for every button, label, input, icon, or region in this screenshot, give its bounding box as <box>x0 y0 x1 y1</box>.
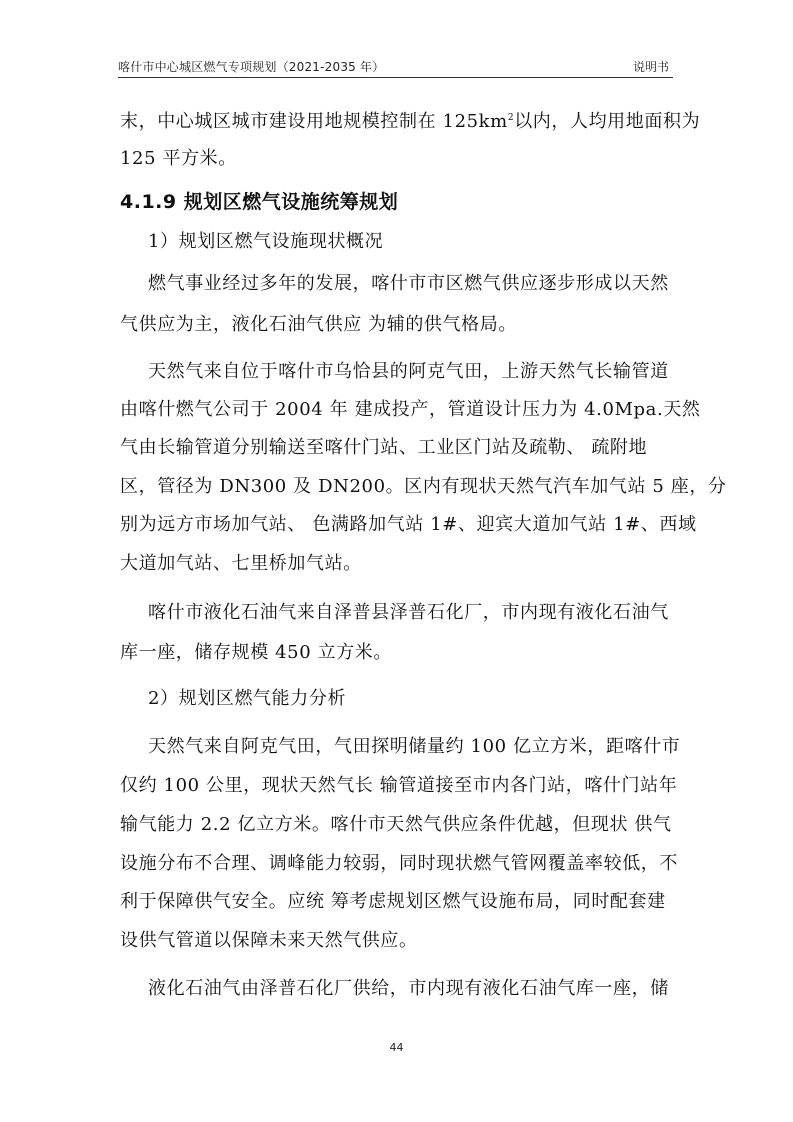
text-line: 别为远方市场加气站、 色满路加气站 1#、迎宾大道加气站 1#、西域 <box>120 514 697 535</box>
text-line: 喀什市液化石油气来自泽普县泽普石化厂，市内现有液化石油气 <box>148 602 669 623</box>
document-title: 喀什市中心城区燃气专项规划（2021-2035 年） <box>118 60 385 74</box>
text-line: 设施分布不合理、调峰能力较弱，同时现状燃气管网覆盖率较低，不 <box>120 853 678 874</box>
text-line: 利于保障供气安全。应统 筹考虑规划区燃气设施布局，同时配套建 <box>120 891 666 912</box>
header-divider <box>118 77 673 78</box>
text-line: 库一座，储存规模 450 立方米。 <box>120 642 392 663</box>
subsection-heading: 1）规划区燃气设施现状概况 <box>148 231 384 252</box>
text-line: 天然气来自位于喀什市乌恰县的阿克气田，上游天然气长输管道 <box>148 361 669 382</box>
page-header <box>118 58 673 76</box>
superscript: 2 <box>507 113 515 123</box>
text-line: 气供应为主，液化石油气供应 为辅的供气格局。 <box>120 314 517 335</box>
text-line: 液化石油气由泽普石化厂供给，市内现有液化石油气库一座，储 <box>148 978 669 999</box>
text-line: 仅约 100 公里，现状天然气长 输管道接至市内各门站，喀什门站年 <box>120 775 678 796</box>
section-heading: 4.1.9 规划区燃气设施统筹规划 <box>120 191 399 213</box>
subsection-heading: 2）规划区燃气能力分析 <box>148 688 347 709</box>
text-line: 区，管径为 DN300 及 DN200。区内有现状天然气汽车加气站 5 座，分 <box>120 476 727 497</box>
text-line: 燃气事业经过多年的发展，喀什市市区燃气供应逐步形成以天然 <box>148 273 669 294</box>
text-line: 末，中心城区城市建设用地规模控制在 $125km^2$以内，人均用地面积为 <box>120 111 701 132</box>
page-number: 44 <box>389 1041 404 1054</box>
text-line: 天然气来自阿克气田，气田探明储量约 100 亿立方米，距喀什市 <box>148 736 681 757</box>
text-line: 125 平方米。 <box>120 148 237 169</box>
document-type: 说明书 <box>632 60 669 74</box>
text-line: 设供气管道以保障未来天然气供应。 <box>120 930 418 951</box>
text-line: 气由长输管道分别输送至喀什门站、工业区门站及疏勒、 疏附地 <box>120 437 648 458</box>
text-line: 大道加气站、七里桥加气站。 <box>120 553 362 574</box>
text-line: 由喀什燃气公司于 2004 年 建成投产，管道设计压力为 4.0Mpa.天然 <box>120 399 701 420</box>
text-line: 输气能力 2.2 亿立方米。喀什市天然气供应条件优越，但现状 供气 <box>120 814 672 835</box>
